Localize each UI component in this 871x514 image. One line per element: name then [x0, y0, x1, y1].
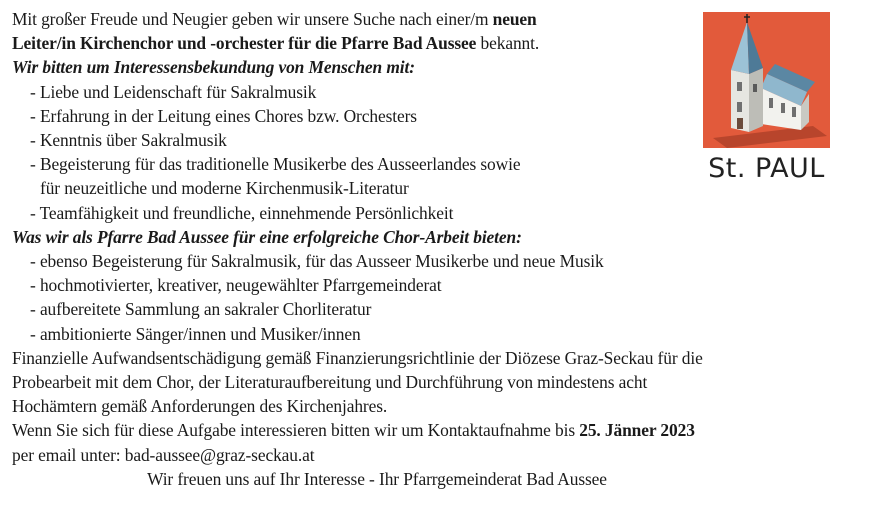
position-title: Leiter/in Kirchenchor und -orchester für die Pfarre Bad Aussee [12, 33, 477, 54]
parish-logo [703, 12, 830, 186]
contact-line-1 [12, 418, 867, 442]
deadline-date: 25. Jänner 2023 [579, 420, 695, 441]
church-icon [703, 12, 830, 148]
requirement-item: - Kenntnis über Sakralmusik [30, 130, 227, 151]
logo-background [703, 12, 830, 148]
requirement-item: - Erfahrung in der Leitung eines Chores bzw. Orchesters [30, 105, 417, 126]
compensation-line: Finanzielle Aufwandsentschädigung gemäß Finanzierungsrichtlinie der Diözese Graz-Seckau für die [12, 347, 703, 368]
section-heading-offer: Was wir als Pfarre Bad Aussee für eine erfolgreiche Chor-Arbeit bieten: [12, 226, 522, 247]
offer-item: - ebenso Begeisterung für Sakralmusik, für das Ausseer Musikerbe und neue Musik [30, 251, 604, 272]
logo-text: St. PAUL [708, 153, 825, 184]
intro-tail: bekannt. [476, 33, 540, 54]
compensation-line: Hochämtern gemäß Anforderungen des Kirchenjahres. [12, 396, 388, 417]
contact-text: Wenn Sie sich für diese Aufgabe interessieren bitten wir um Kontaktaufnahme bis [12, 420, 580, 441]
intro-bold-new: neuen [492, 9, 537, 29]
offer-item: - hochmotivierter, kreativer, neugewählter Pfarrgemeinderat [30, 275, 442, 296]
requirement-item: - Teamfähigkeit und freundliche, einnehmende Persönlichkeit [30, 202, 454, 223]
requirement-item: - Liebe und Leidenschaft für Sakralmusik [30, 81, 317, 102]
contact-email-line: per email unter: bad-aussee@graz-seckau.at [12, 444, 315, 465]
compensation-line: Probearbeit mit dem Chor, der Literaturaufbereitung und Durchführung von mindestens acht [12, 372, 648, 393]
requirement-item: - Begeisterung für das traditionelle Musikerbe des Ausseerlandes sowie [30, 154, 521, 175]
offer-item: - ambitionierte Sänger/innen und Musiker/innen [30, 323, 361, 344]
intro-text: Mit großer Freude und Neugier geben wir unsere Suche nach einer/m [12, 9, 493, 29]
offer-item: - aufbereitete Sammlung an sakraler Chorliteratur [30, 299, 372, 320]
section-heading-requirements: Wir bitten um Interessensbekundung von Menschen mit: [12, 57, 415, 78]
requirement-item-continuation: für neuzeitliche und moderne Kirchenmusik-Literatur [40, 178, 409, 199]
closing-line: Wir freuen uns auf Ihr Interesse - Ihr Pfarrgemeinderat Bad Aussee [147, 468, 607, 489]
